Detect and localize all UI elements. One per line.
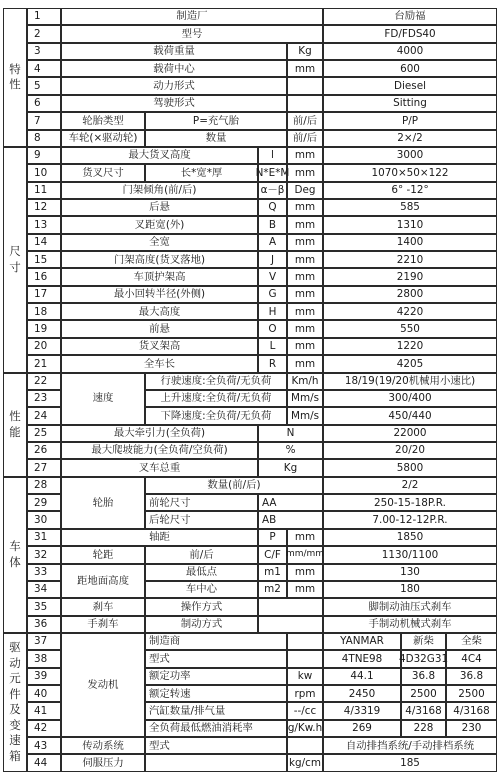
table-cell: 44.1 bbox=[323, 668, 401, 685]
row-number: 36 bbox=[27, 616, 61, 633]
section-label-char: 体 bbox=[9, 554, 21, 569]
table-cell: 伺服压力 bbox=[61, 754, 145, 771]
table-cell: 全柴 bbox=[446, 633, 497, 650]
table-cell: 货叉尺寸 bbox=[61, 164, 145, 181]
table-cell: 7.00-12-12P.R. bbox=[323, 511, 497, 528]
table-cell: 5800 bbox=[323, 459, 497, 476]
table-cell: AA bbox=[258, 494, 323, 511]
table-cell: mm bbox=[287, 338, 323, 355]
table-cell: 3000 bbox=[323, 147, 497, 164]
row-number: 18 bbox=[27, 303, 61, 320]
table-cell bbox=[258, 598, 323, 615]
table-cell: 数量 bbox=[145, 130, 287, 147]
table-cell: 距地面高度 bbox=[61, 564, 145, 599]
table-cell: m1 bbox=[258, 564, 287, 581]
table-cell: 1400 bbox=[323, 234, 497, 251]
section-label-char: 寸 bbox=[9, 259, 21, 274]
table-cell: AB bbox=[258, 511, 323, 528]
table-cell: 36.8 bbox=[446, 668, 497, 685]
table-cell: 叉车总重 bbox=[61, 459, 258, 476]
table-cell: 前/后 bbox=[145, 546, 258, 563]
table-cell: 前悬 bbox=[61, 320, 258, 337]
table-cell: 上升速度:全负荷/无负荷 bbox=[145, 390, 287, 407]
table-cell: 车顶护架高 bbox=[61, 268, 258, 285]
table-cell: 1130/1100 bbox=[323, 546, 497, 563]
table-cell: 2×/2 bbox=[323, 130, 497, 147]
section-label-char: 件 bbox=[9, 686, 21, 701]
row-number: 44 bbox=[27, 754, 61, 771]
row-number: 6 bbox=[27, 95, 61, 112]
table-cell: 车轮(×驱动轮) bbox=[61, 130, 145, 147]
table-cell: 后轮尺寸 bbox=[145, 511, 258, 528]
row-number: 8 bbox=[27, 130, 61, 147]
row-number: 41 bbox=[27, 702, 61, 719]
table-cell: 4TNE98 bbox=[323, 650, 401, 667]
row-number: 19 bbox=[27, 320, 61, 337]
row-number: 17 bbox=[27, 286, 61, 303]
table-cell: 额定转速 bbox=[145, 685, 287, 702]
table-cell: 全宽 bbox=[61, 234, 258, 251]
table-cell: 型号 bbox=[61, 25, 323, 42]
table-cell: 门架倾角(前/后) bbox=[61, 182, 258, 199]
table-cell: 前/后 bbox=[287, 112, 323, 129]
table-cell: 1310 bbox=[323, 216, 497, 233]
table-cell: 前/后 bbox=[287, 130, 323, 147]
table-cell: 2210 bbox=[323, 251, 497, 268]
table-cell: YANMAR bbox=[323, 633, 401, 650]
table-cell: kg/cm bbox=[287, 754, 323, 771]
row-number: 5 bbox=[27, 77, 61, 94]
table-cell: C/F bbox=[258, 546, 287, 563]
table-cell: mm bbox=[287, 164, 323, 181]
table-cell: Mm/s bbox=[287, 407, 323, 424]
table-cell: 刹车 bbox=[61, 598, 145, 615]
table-cell: 前轮尺寸 bbox=[145, 494, 258, 511]
row-number: 16 bbox=[27, 268, 61, 285]
table-cell: 货叉架高 bbox=[61, 338, 258, 355]
row-number: 10 bbox=[27, 164, 61, 181]
table-cell: 1850 bbox=[323, 529, 497, 546]
section-label-char: 尺 bbox=[9, 244, 21, 259]
section-label-char: 速 bbox=[9, 733, 21, 748]
table-cell: 最大高度 bbox=[61, 303, 258, 320]
table-cell: mm bbox=[287, 60, 323, 77]
table-cell: 手制动机械式刹车 bbox=[323, 616, 497, 633]
spec-table bbox=[3, 8, 497, 772]
section-label bbox=[3, 633, 27, 772]
table-cell: 最小回转半径(外侧) bbox=[61, 286, 258, 303]
row-number: 38 bbox=[27, 650, 61, 667]
table-cell bbox=[287, 737, 323, 754]
table-cell: mm/mm bbox=[287, 546, 323, 563]
table-cell: 叉距宽(外) bbox=[61, 216, 258, 233]
section-label-char: 性 bbox=[9, 77, 21, 92]
table-cell: mm bbox=[287, 251, 323, 268]
table-cell: 轮胎类型 bbox=[61, 112, 145, 129]
table-cell: H bbox=[258, 303, 287, 320]
table-cell: α－β bbox=[258, 182, 287, 199]
table-cell: V bbox=[258, 268, 287, 285]
row-number: 35 bbox=[27, 598, 61, 615]
section-label-char: 及 bbox=[9, 702, 21, 717]
table-cell: 4/3319 bbox=[323, 702, 401, 719]
row-number: 24 bbox=[27, 407, 61, 424]
section-label-char: 车 bbox=[9, 539, 21, 554]
row-number: 20 bbox=[27, 338, 61, 355]
table-cell: 最大牵引力(全负荷) bbox=[61, 425, 258, 442]
table-cell: 250-15-18P.R. bbox=[323, 494, 497, 511]
section-label-char: 元 bbox=[9, 671, 21, 686]
table-cell bbox=[258, 616, 323, 633]
table-cell bbox=[287, 633, 323, 650]
table-cell: Km/h bbox=[287, 373, 323, 390]
section-label-char: 变 bbox=[9, 717, 21, 732]
section-label bbox=[3, 373, 27, 477]
row-number: 29 bbox=[27, 494, 61, 511]
row-number: 37 bbox=[27, 633, 61, 650]
table-cell: 长*宽*厚 bbox=[145, 164, 258, 181]
table-cell: 速度 bbox=[61, 373, 145, 425]
table-cell: mm bbox=[287, 581, 323, 598]
table-cell: 全负荷最低燃油消耗率 bbox=[145, 720, 287, 737]
table-cell: 自动排挡系统/手动排档系统 bbox=[323, 737, 497, 754]
table-cell: mm bbox=[287, 303, 323, 320]
table-cell: 最低点 bbox=[145, 564, 258, 581]
section-label bbox=[3, 477, 27, 633]
table-cell: 轮胎 bbox=[61, 477, 145, 529]
table-cell: 20/20 bbox=[323, 442, 497, 459]
table-cell: mm bbox=[287, 529, 323, 546]
section-label-char: 动 bbox=[9, 655, 21, 670]
table-cell: 550 bbox=[323, 320, 497, 337]
table-cell: 4C4 bbox=[446, 650, 497, 667]
row-number: 3 bbox=[27, 43, 61, 60]
table-cell: 18/19(19/20机械用小速比) bbox=[323, 373, 497, 390]
table-cell: g/Kw.h bbox=[287, 720, 323, 737]
table-cell: 1070×50×122 bbox=[323, 164, 497, 181]
table-cell: 载荷中心 bbox=[61, 60, 287, 77]
row-number: 34 bbox=[27, 581, 61, 598]
table-cell: Kg bbox=[287, 43, 323, 60]
row-number: 42 bbox=[27, 720, 61, 737]
table-cell: 180 bbox=[323, 581, 497, 598]
table-cell: Q bbox=[258, 199, 287, 216]
row-number: 11 bbox=[27, 182, 61, 199]
table-cell: 4D32G31 bbox=[401, 650, 446, 667]
table-cell: Deg bbox=[287, 182, 323, 199]
table-cell bbox=[145, 754, 287, 771]
table-cell: 4/3168 bbox=[446, 702, 497, 719]
row-number: 12 bbox=[27, 199, 61, 216]
table-cell: 2500 bbox=[446, 685, 497, 702]
table-cell: 动力形式 bbox=[61, 77, 287, 94]
section-label bbox=[3, 147, 27, 373]
table-cell: 36.8 bbox=[401, 668, 446, 685]
section-label-char: 特 bbox=[9, 61, 21, 76]
table-cell bbox=[287, 77, 323, 94]
row-number: 43 bbox=[27, 737, 61, 754]
table-cell: mm bbox=[287, 147, 323, 164]
table-cell: 585 bbox=[323, 199, 497, 216]
row-number: 26 bbox=[27, 442, 61, 459]
table-cell: 数量(前/后) bbox=[145, 477, 323, 494]
table-cell: 269 bbox=[323, 720, 401, 737]
table-cell: 4205 bbox=[323, 355, 497, 372]
row-number: 9 bbox=[27, 147, 61, 164]
table-cell: rpm bbox=[287, 685, 323, 702]
table-cell: kw bbox=[287, 668, 323, 685]
row-number: 25 bbox=[27, 425, 61, 442]
table-cell: m2 bbox=[258, 581, 287, 598]
row-number: 23 bbox=[27, 390, 61, 407]
table-cell: P=充气胎 bbox=[145, 112, 287, 129]
row-number: 40 bbox=[27, 685, 61, 702]
table-cell: 22000 bbox=[323, 425, 497, 442]
row-number: 4 bbox=[27, 60, 61, 77]
table-cell: 轴距 bbox=[61, 529, 258, 546]
table-cell: 型式 bbox=[145, 737, 287, 754]
row-number: 28 bbox=[27, 477, 61, 494]
table-cell: mm bbox=[287, 355, 323, 372]
table-cell: Sitting bbox=[323, 95, 497, 112]
table-cell: 制造厂 bbox=[61, 8, 323, 25]
table-cell: 后悬 bbox=[61, 199, 258, 216]
table-cell: 6° -12° bbox=[323, 182, 497, 199]
section-label-char: 驱 bbox=[9, 640, 21, 655]
row-number: 15 bbox=[27, 251, 61, 268]
section-label-char: 能 bbox=[9, 424, 21, 439]
table-cell: 门架高度(货叉落地) bbox=[61, 251, 258, 268]
row-number: 21 bbox=[27, 355, 61, 372]
row-number: 2 bbox=[27, 25, 61, 42]
table-cell: J bbox=[258, 251, 287, 268]
table-cell: mm bbox=[287, 286, 323, 303]
table-cell: 车中心 bbox=[145, 581, 258, 598]
table-cell: 228 bbox=[401, 720, 446, 737]
table-cell: 最大货叉高度 bbox=[61, 147, 258, 164]
row-number: 14 bbox=[27, 234, 61, 251]
table-cell: R bbox=[258, 355, 287, 372]
table-cell: mm bbox=[287, 216, 323, 233]
table-cell: 制造商 bbox=[145, 633, 287, 650]
table-cell: mm bbox=[287, 199, 323, 216]
table-cell: P bbox=[258, 529, 287, 546]
table-cell: 2500 bbox=[401, 685, 446, 702]
table-cell: mm bbox=[287, 268, 323, 285]
table-cell: N bbox=[258, 425, 323, 442]
table-cell: 载荷重量 bbox=[61, 43, 287, 60]
table-cell: B bbox=[258, 216, 287, 233]
table-cell: Diesel bbox=[323, 77, 497, 94]
section-label-char: 箱 bbox=[9, 748, 21, 763]
table-cell: N*E*M bbox=[258, 164, 287, 181]
table-cell: 130 bbox=[323, 564, 497, 581]
table-cell: FD/FDS40 bbox=[323, 25, 497, 42]
row-number: 33 bbox=[27, 564, 61, 581]
table-cell: 300/400 bbox=[323, 390, 497, 407]
table-cell: L bbox=[258, 338, 287, 355]
table-cell: 2450 bbox=[323, 685, 401, 702]
table-cell: 行驶速度:全负荷/无负荷 bbox=[145, 373, 287, 390]
table-cell: l bbox=[258, 147, 287, 164]
table-cell: 下降速度:全负荷/无负荷 bbox=[145, 407, 287, 424]
table-cell: 新柴 bbox=[401, 633, 446, 650]
row-number: 1 bbox=[27, 8, 61, 25]
table-cell: P/P bbox=[323, 112, 497, 129]
row-number: 7 bbox=[27, 112, 61, 129]
row-number: 30 bbox=[27, 511, 61, 528]
table-cell: 脚制动油压式刹车 bbox=[323, 598, 497, 615]
table-cell: 450/440 bbox=[323, 407, 497, 424]
table-cell bbox=[287, 650, 323, 667]
table-cell: 4220 bbox=[323, 303, 497, 320]
table-cell: Mm/s bbox=[287, 390, 323, 407]
table-cell: 操作方式 bbox=[145, 598, 258, 615]
table-cell: Kg bbox=[258, 459, 323, 476]
table-cell: 汽缸数量/排气量 bbox=[145, 702, 287, 719]
table-cell: 4/3168 bbox=[401, 702, 446, 719]
table-cell: 发动机 bbox=[61, 633, 145, 737]
table-cell: mm bbox=[287, 320, 323, 337]
table-cell: 最大爬坡能力(全负荷/空负荷) bbox=[61, 442, 258, 459]
table-cell: 1220 bbox=[323, 338, 497, 355]
table-cell: 传动系统 bbox=[61, 737, 145, 754]
table-cell: 手刹车 bbox=[61, 616, 145, 633]
table-cell: 额定功率 bbox=[145, 668, 287, 685]
table-cell: 185 bbox=[323, 754, 497, 771]
table-cell: A bbox=[258, 234, 287, 251]
table-cell: 全车长 bbox=[61, 355, 258, 372]
table-cell: 600 bbox=[323, 60, 497, 77]
table-cell: 4000 bbox=[323, 43, 497, 60]
table-cell: 2800 bbox=[323, 286, 497, 303]
table-cell: mm bbox=[287, 564, 323, 581]
table-cell: 2/2 bbox=[323, 477, 497, 494]
row-number: 31 bbox=[27, 529, 61, 546]
row-number: 32 bbox=[27, 546, 61, 563]
table-cell: 驾驶形式 bbox=[61, 95, 287, 112]
table-cell: --/cc bbox=[287, 702, 323, 719]
row-number: 22 bbox=[27, 373, 61, 390]
section-label-char: 性 bbox=[9, 409, 21, 424]
row-number: 27 bbox=[27, 459, 61, 476]
table-cell bbox=[287, 95, 323, 112]
table-cell: 型式 bbox=[145, 650, 287, 667]
table-cell: mm bbox=[287, 234, 323, 251]
table-cell: 230 bbox=[446, 720, 497, 737]
row-number: 13 bbox=[27, 216, 61, 233]
table-cell: 制动方式 bbox=[145, 616, 258, 633]
table-cell: % bbox=[258, 442, 323, 459]
row-number: 39 bbox=[27, 668, 61, 685]
section-label bbox=[3, 8, 27, 147]
table-cell: 2190 bbox=[323, 268, 497, 285]
table-cell: 轮距 bbox=[61, 546, 145, 563]
table-cell: O bbox=[258, 320, 287, 337]
table-cell: G bbox=[258, 286, 287, 303]
table-cell: 台励福 bbox=[323, 8, 497, 25]
